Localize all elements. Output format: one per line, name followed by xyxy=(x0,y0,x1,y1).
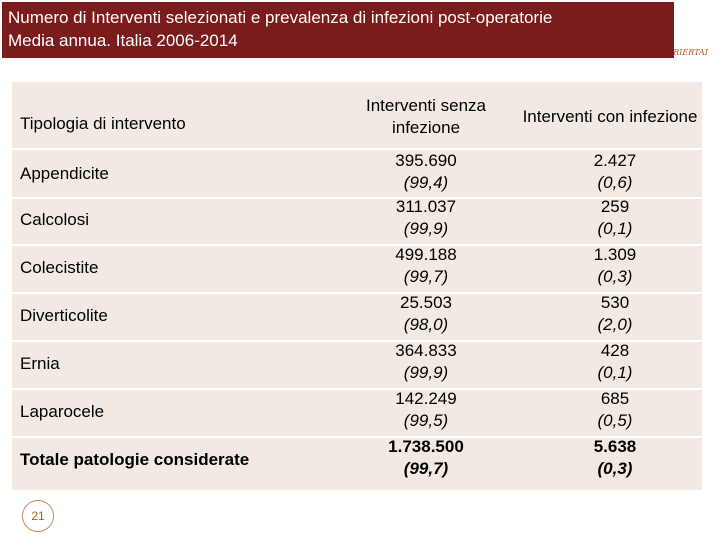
percentage: (0,1) xyxy=(597,363,633,382)
table-row xyxy=(12,388,702,436)
cell-with-infection xyxy=(525,196,705,240)
title-banner xyxy=(2,2,674,58)
percentage: (99,4) xyxy=(403,173,449,192)
value: 142.249 xyxy=(395,389,457,408)
percentage: (99,5) xyxy=(403,411,449,430)
percentage: (0,5) xyxy=(597,411,633,430)
slide-subtitle: Media annua. Italia 2006-2014 xyxy=(8,31,238,50)
cell-without-infection xyxy=(336,436,516,480)
row-label: Laparocele xyxy=(20,402,105,421)
percentage: (98,0) xyxy=(403,315,449,334)
value: 5.638 xyxy=(593,437,637,456)
column-header-senza-infezione: Interventi senza infezione xyxy=(365,96,486,137)
cell-without-infection xyxy=(336,340,516,384)
row-label: Appendicite xyxy=(20,164,109,183)
percentage: (0,3) xyxy=(597,267,633,286)
cell-with-infection xyxy=(525,340,705,384)
percentage: (0,1) xyxy=(597,219,633,238)
logo: RIERTAI xyxy=(673,48,708,57)
value: 499.188 xyxy=(395,245,457,264)
percentage: (2,0) xyxy=(597,315,633,334)
value: 259 xyxy=(600,197,630,216)
cell-without-infection xyxy=(336,196,516,240)
column-header-con-infezione: Interventi con infezione xyxy=(522,107,698,126)
cell-with-infection xyxy=(525,388,705,432)
table-row xyxy=(12,244,702,292)
percentage: (99,7) xyxy=(403,267,449,286)
row-label: Ernia xyxy=(20,354,60,373)
value: 1.738.500 xyxy=(388,437,464,456)
table-row xyxy=(12,340,702,388)
data-table xyxy=(12,82,702,490)
cell-without-infection xyxy=(336,292,516,336)
column-header-tipologia: Tipologia di intervento xyxy=(20,114,186,133)
percentage: (0,6) xyxy=(597,173,633,192)
value: 530 xyxy=(600,293,630,312)
cell-without-infection xyxy=(336,150,516,194)
cell-without-infection xyxy=(336,388,516,432)
percentage: (99,9) xyxy=(403,219,449,238)
table-row-total xyxy=(12,436,702,484)
percentage: (0,3) xyxy=(597,459,633,478)
row-label: Totale patologie considerate xyxy=(20,450,250,469)
table-row xyxy=(12,292,702,340)
value: 2.427 xyxy=(593,151,637,170)
value: 311.037 xyxy=(395,197,457,216)
row-label: Calcolosi xyxy=(20,210,89,229)
table-row xyxy=(12,150,702,198)
value: 428 xyxy=(600,341,630,360)
value: 685 xyxy=(600,389,630,408)
cell-without-infection xyxy=(336,244,516,288)
value: 364.833 xyxy=(395,341,457,360)
page-number: 21 xyxy=(22,500,54,532)
percentage: (99,7) xyxy=(403,459,449,478)
cell-with-infection xyxy=(525,150,705,194)
table-row xyxy=(12,196,702,244)
percentage: (99,9) xyxy=(403,363,449,382)
row-label: Diverticolite xyxy=(20,306,108,325)
cell-with-infection xyxy=(525,292,705,336)
value: 395.690 xyxy=(395,151,457,170)
row-label: Colecistite xyxy=(20,258,99,277)
cell-with-infection xyxy=(525,436,705,480)
slide-title: Numero di Interventi selezionati e prevalenza di infezioni post-operatorie xyxy=(8,8,553,27)
value: 1.309 xyxy=(593,245,637,264)
value: 25.503 xyxy=(400,293,452,312)
cell-with-infection xyxy=(525,244,705,288)
